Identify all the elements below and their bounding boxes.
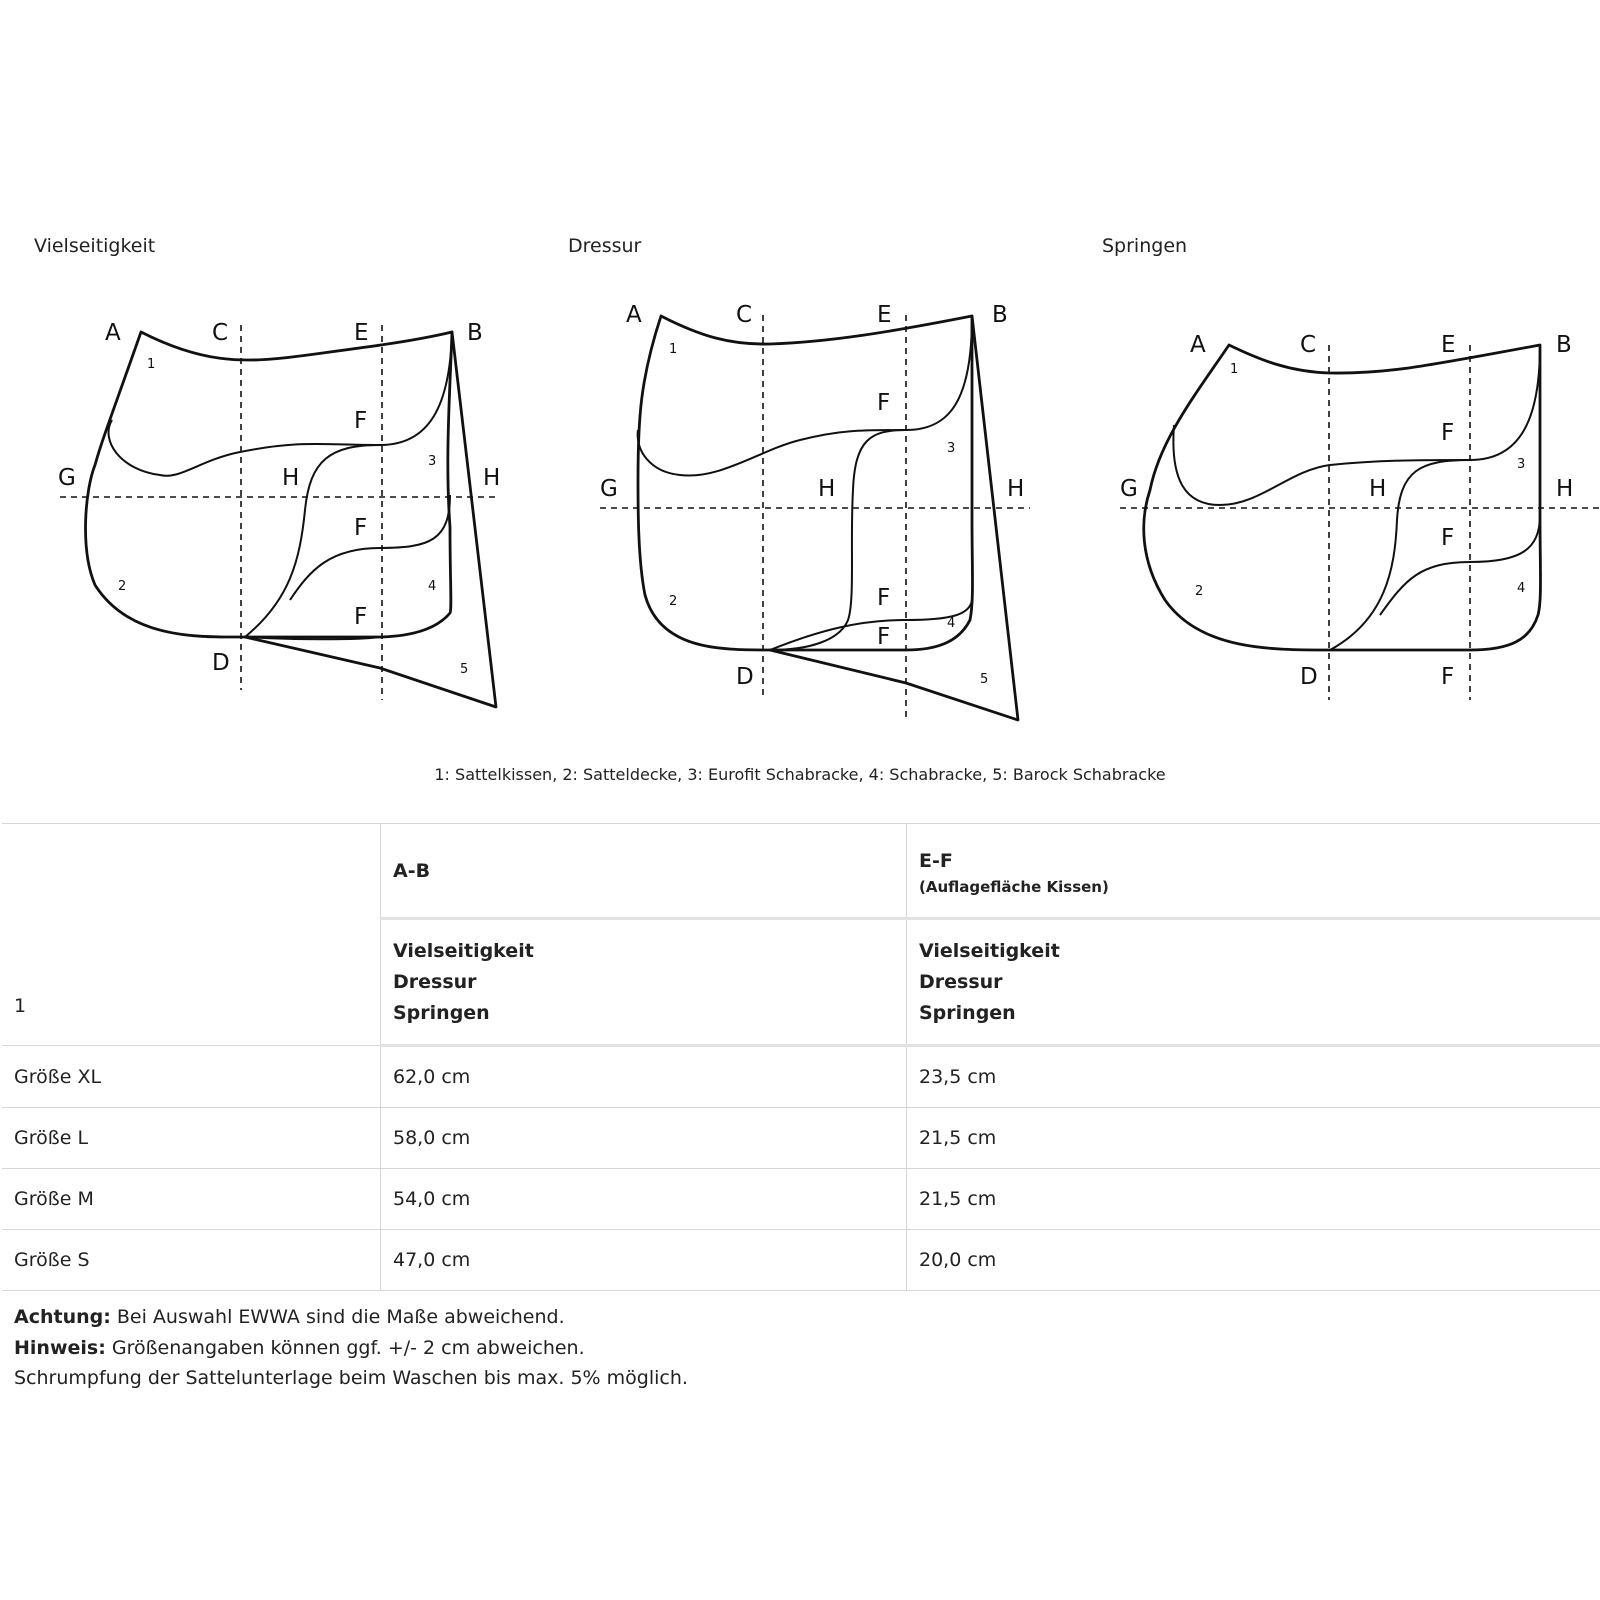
zone-3: 3 [1517, 457, 1526, 472]
zone-4: 4 [1517, 581, 1526, 596]
zone-5: 5 [460, 662, 469, 677]
point-h: H [483, 465, 501, 491]
point-c: C [212, 320, 229, 346]
zone-3: 3 [428, 454, 437, 469]
note-achtung [14, 1302, 688, 1333]
size-table [2, 823, 1600, 1291]
size-label: Größe XL [2, 1046, 381, 1108]
point-h: H [1556, 476, 1574, 502]
point-g: G [58, 465, 76, 491]
point-d: D [212, 650, 230, 676]
ef-value: 21,5 cm [907, 1169, 1600, 1230]
size-label: Größe M [2, 1169, 381, 1230]
zone-4: 4 [428, 579, 437, 594]
table-corner-cell: 1 [2, 824, 381, 1046]
note-hinweis-text: Größenangaben können ggf. +/- 2 cm abweichen. [105, 1336, 585, 1359]
point-d: D [736, 664, 754, 690]
note-schrumpfung: Schrumpfung der Sattelunterlage beim Waschen bis max. 5% möglich. [14, 1367, 688, 1389]
point-b: B [992, 302, 1008, 328]
zone-5: 5 [980, 672, 989, 687]
diagram-title-springen: Springen [1102, 235, 1188, 257]
diagram-title-vielseitigkeit: Vielseitigkeit [34, 235, 156, 257]
column-ab-label: A-B [393, 859, 431, 882]
zone-2: 2 [669, 594, 678, 609]
point-g: G [600, 476, 618, 502]
ef-value: 21,5 cm [907, 1108, 1600, 1169]
size-label: Größe L [2, 1108, 381, 1169]
point-b: B [1556, 332, 1572, 358]
zone-3: 3 [947, 441, 956, 456]
point-h: H [818, 476, 836, 502]
type-label: Springen [919, 1001, 1016, 1024]
note-hinweis [14, 1333, 688, 1364]
table-row [2, 1169, 1600, 1230]
note-hinweis-label: Hinweis: [14, 1336, 106, 1359]
type-label: Vielseitigkeit [393, 939, 534, 962]
column-ef-sublabel: (Auflagefläche Kissen) [919, 877, 1109, 896]
point-f: F [1441, 664, 1455, 690]
ef-value: 23,5 cm [907, 1046, 1600, 1108]
ab-value: 62,0 cm [381, 1046, 907, 1108]
point-a: A [1190, 332, 1206, 358]
type-label: Dressur [919, 970, 1003, 993]
point-h: H [282, 465, 300, 491]
ab-value: 47,0 cm [381, 1230, 907, 1291]
point-c: C [1300, 332, 1317, 358]
point-e: E [354, 320, 369, 346]
note-achtung-text: Bei Auswahl EWWA sind die Maße abweichend. [110, 1306, 565, 1328]
diagram-title-dressur: Dressur [568, 235, 642, 257]
point-a: A [105, 320, 121, 346]
point-f: F [877, 585, 891, 611]
ab-value: 54,0 cm [381, 1169, 907, 1230]
type-label: Dressur [393, 970, 477, 993]
size-label: Größe S [2, 1230, 381, 1291]
point-g: G [1120, 476, 1138, 502]
point-e: E [877, 302, 892, 328]
column-header-ab [381, 824, 907, 919]
point-f: F [1441, 420, 1455, 446]
notes [14, 1302, 688, 1394]
point-h: H [1369, 476, 1387, 502]
diagram-legend: 1: Sattelkissen, 2: Satteldecke, 3: Eurofit Schabracke, 4: Schabracke, 5: Barock Schabracke [434, 765, 1166, 784]
type-label: Springen [393, 1001, 490, 1024]
zone-2: 2 [1195, 584, 1204, 599]
zone-2: 2 [118, 579, 127, 594]
point-b: B [467, 320, 483, 346]
point-f: F [354, 408, 368, 434]
ab-value: 58,0 cm [381, 1108, 907, 1169]
table-row [2, 1046, 1600, 1108]
point-f: F [354, 604, 368, 630]
point-a: A [626, 302, 642, 328]
zone-1: 1 [147, 357, 156, 372]
table-header-row [2, 824, 1600, 919]
note-achtung-label: Achtung: [14, 1306, 111, 1328]
types-ef-cell [907, 919, 1600, 1046]
point-d: D [1300, 664, 1318, 690]
table-row [2, 1108, 1600, 1169]
types-ab-cell [381, 919, 907, 1046]
point-f: F [354, 515, 368, 541]
type-label: Vielseitigkeit [919, 939, 1060, 962]
column-ef-label: E-F [919, 849, 953, 872]
point-h: H [1007, 476, 1025, 502]
point-f: F [1441, 525, 1455, 551]
zone-4: 4 [947, 616, 956, 631]
point-f: F [877, 624, 891, 650]
zone-1: 1 [1230, 362, 1239, 377]
table-row [2, 1230, 1600, 1291]
point-f: F [877, 390, 891, 416]
point-c: C [736, 302, 753, 328]
column-header-ef [907, 824, 1600, 919]
point-e: E [1441, 332, 1456, 358]
zone-1: 1 [669, 342, 678, 357]
ef-value: 20,0 cm [907, 1230, 1600, 1291]
